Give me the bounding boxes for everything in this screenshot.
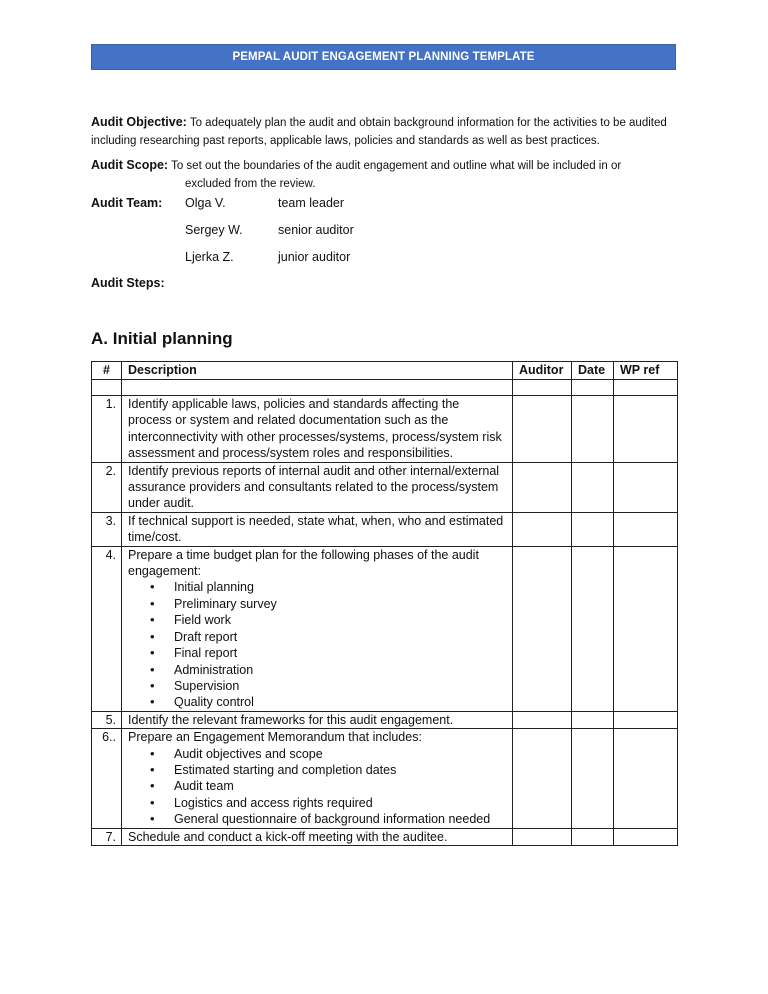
list-item: • Audit objectives and scope xyxy=(174,746,506,762)
wp-ref-cell[interactable] xyxy=(614,512,678,546)
list-item: • Quality control xyxy=(174,694,506,710)
list-item: • Estimated starting and completion dates xyxy=(174,762,506,778)
step-number: 4. xyxy=(92,546,122,711)
step-description xyxy=(122,729,513,828)
audit-scope xyxy=(91,156,681,193)
header-date: Date xyxy=(572,362,614,380)
audit-objective-label: Audit Objective: xyxy=(91,115,187,129)
audit-steps-label: Audit Steps: xyxy=(91,276,165,290)
header-description: Description xyxy=(122,362,513,380)
date-cell[interactable] xyxy=(572,396,614,463)
audit-objective-text: To adequately plan the audit and obtain background information for the activities to be audited including researching past reports, applicable laws, policies and standards as well as best practices. xyxy=(91,117,667,147)
auditor-cell[interactable] xyxy=(513,396,572,463)
step-text: Prepare an Engagement Memorandum that includes: xyxy=(128,730,422,745)
phase-list xyxy=(128,579,506,710)
audit-team-label: Audit Team: xyxy=(91,196,163,210)
audit-scope-text: To set out the boundaries of the audit engagement and outline what will be included in or xyxy=(168,160,622,172)
step-number: 1. xyxy=(92,396,122,463)
wp-ref-cell[interactable] xyxy=(614,828,678,845)
step-description: Identify applicable laws, policies and standards affecting the process or system and related documentation such as the interconnectivity with other processes/systems, process/system risk assessment and process/system roles and responsibilities. xyxy=(122,396,513,463)
table-row xyxy=(92,711,678,728)
date-cell[interactable] xyxy=(572,546,614,711)
list-item: • Supervision xyxy=(174,678,506,694)
list-item: • Preliminary survey xyxy=(174,596,506,612)
step-number: 6.. xyxy=(92,729,122,828)
wp-ref-cell[interactable] xyxy=(614,546,678,711)
team-member xyxy=(185,250,485,270)
team-member-name: Sergey W. xyxy=(185,223,243,237)
team-member-role: junior auditor xyxy=(278,250,351,264)
team-member xyxy=(185,223,485,243)
planning-table xyxy=(91,361,678,846)
list-item: • Logistics and access rights required xyxy=(174,795,506,811)
auditor-cell[interactable] xyxy=(513,828,572,845)
audit-objective xyxy=(91,113,681,150)
step-number: 5. xyxy=(92,711,122,728)
wp-ref-cell[interactable] xyxy=(614,462,678,512)
table-row xyxy=(92,396,678,463)
step-description: Identify the relevant frameworks for this audit engagement. xyxy=(122,711,513,728)
audit-scope-label: Audit Scope: xyxy=(91,158,169,172)
step-description: Schedule and conduct a kick-off meeting with the auditee. xyxy=(122,828,513,845)
list-item: • Initial planning xyxy=(174,579,506,595)
wp-ref-cell[interactable] xyxy=(614,711,678,728)
team-member-role: team leader xyxy=(278,196,345,210)
table-row xyxy=(92,729,678,828)
table-header-row xyxy=(92,362,678,380)
date-cell[interactable] xyxy=(572,729,614,828)
memorandum-list xyxy=(128,746,506,828)
template-title-banner: PEMPAL AUDIT ENGAGEMENT PLANNING TEMPLATE xyxy=(91,44,676,70)
table-row xyxy=(92,828,678,845)
step-number: 3. xyxy=(92,512,122,546)
header-auditor: Auditor xyxy=(513,362,572,380)
list-item: • Field work xyxy=(174,612,506,628)
header-wp-ref: WP ref xyxy=(614,362,678,380)
auditor-cell[interactable] xyxy=(513,462,572,512)
team-member-name: Olga V. xyxy=(185,196,226,210)
audit-scope-text-continued: excluded from the review. xyxy=(185,178,316,190)
team-member-name: Ljerka Z. xyxy=(185,250,234,264)
list-item: • Audit team xyxy=(174,778,506,794)
team-member xyxy=(185,196,485,216)
auditor-cell[interactable] xyxy=(513,512,572,546)
step-description: Identify previous reports of internal audit and other internal/external assurance providers and consultants related to the process/system under audit. xyxy=(122,462,513,512)
table-row-blank xyxy=(92,380,678,396)
date-cell[interactable] xyxy=(572,512,614,546)
auditor-cell[interactable] xyxy=(513,546,572,711)
team-member-role: senior auditor xyxy=(278,223,354,237)
auditor-cell[interactable] xyxy=(513,711,572,728)
step-text: Prepare a time budget plan for the following phases of the audit engagement: xyxy=(128,547,479,579)
date-cell[interactable] xyxy=(572,711,614,728)
step-description: If technical support is needed, state what, when, who and estimated time/cost. xyxy=(122,512,513,546)
auditor-cell[interactable] xyxy=(513,729,572,828)
list-item: • General questionnaire of background information needed xyxy=(174,811,506,827)
header-number: # xyxy=(92,362,122,380)
step-number: 7. xyxy=(92,828,122,845)
date-cell[interactable] xyxy=(572,462,614,512)
table-row xyxy=(92,462,678,512)
table-row xyxy=(92,546,678,711)
list-item: • Administration xyxy=(174,662,506,678)
table-row xyxy=(92,512,678,546)
step-number: 2. xyxy=(92,462,122,512)
step-description xyxy=(122,546,513,711)
list-item: • Final report xyxy=(174,645,506,661)
wp-ref-cell[interactable] xyxy=(614,729,678,828)
list-item: • Draft report xyxy=(174,629,506,645)
date-cell[interactable] xyxy=(572,828,614,845)
section-title: A. Initial planning xyxy=(91,329,233,348)
wp-ref-cell[interactable] xyxy=(614,396,678,463)
